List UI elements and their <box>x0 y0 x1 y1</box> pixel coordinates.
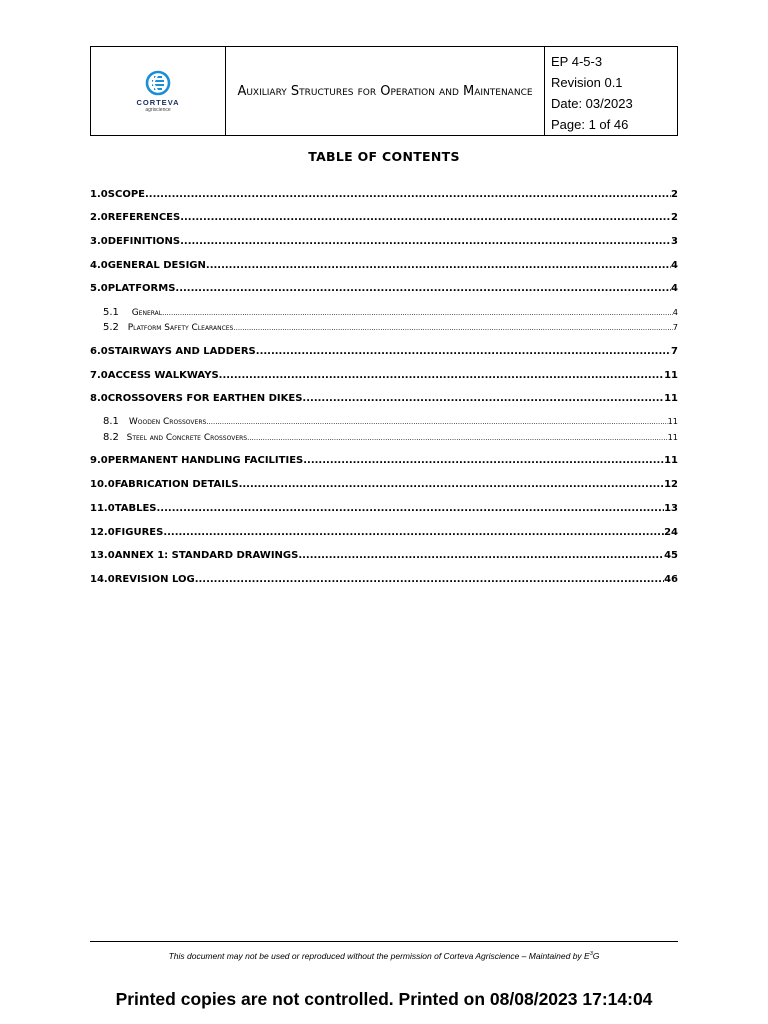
toc-entry-number: 11.0 <box>90 503 115 514</box>
toc-dot-leader <box>163 527 664 538</box>
toc-entry-label: FABRICATION DETAILS <box>114 479 239 490</box>
toc-entry-page: 11 <box>664 393 678 404</box>
toc-entry-number: 12.0 <box>90 527 115 538</box>
toc-entry[interactable] <box>90 479 678 493</box>
toc-entry-number: 13.0 <box>90 550 115 561</box>
toc-dot-leader <box>302 393 664 404</box>
toc-entry[interactable] <box>90 212 678 226</box>
toc-dot-leader <box>239 479 665 490</box>
toc-entry[interactable] <box>90 236 678 250</box>
toc-entry-label: TABLES <box>114 503 157 514</box>
toc-entry-label: SCOPE <box>107 189 145 200</box>
toc-entry-label: PLATFORMS <box>107 283 176 294</box>
toc-entry-page: 2 <box>671 189 678 200</box>
toc-entry-page: 11 <box>664 370 678 381</box>
toc-entry-number: 14.0 <box>90 574 115 585</box>
toc-entry[interactable] <box>90 283 678 297</box>
toc-entry-label: REFERENCES <box>107 212 181 223</box>
corteva-logo-icon <box>145 70 171 96</box>
toc-entry[interactable] <box>90 393 678 407</box>
toc-entry[interactable] <box>90 455 678 469</box>
toc-entry[interactable] <box>90 346 678 360</box>
footer-notice-text: This document may not be used or reproduced without the permission of Corteva Agriscience – Maintained by E <box>168 951 590 961</box>
toc-dot-leader <box>233 324 672 332</box>
toc-dot-leader <box>195 574 664 585</box>
toc-entry-number: 5.1 <box>103 307 119 318</box>
doc-page: Page: 1 of 46 <box>551 117 629 132</box>
toc-entry-page: 13 <box>664 503 678 514</box>
toc-dot-leader <box>145 189 671 200</box>
toc-entry-label: PERMANENT HANDLING FACILITIES <box>107 455 304 466</box>
toc-entry-page: 4 <box>672 307 678 317</box>
toc-entry[interactable] <box>90 503 678 517</box>
toc-entry-page: 3 <box>671 236 678 247</box>
document-header-table <box>90 46 678 136</box>
toc-entry-number: 8.2 <box>103 432 119 443</box>
toc-entry[interactable] <box>90 322 678 336</box>
toc-entry-page: 12 <box>664 479 678 490</box>
toc-entry-number: 9.0 <box>90 455 108 466</box>
logo-subtitle: agriscience <box>145 106 171 113</box>
toc-dot-leader <box>180 212 671 223</box>
toc-entry-label: ANNEX 1: STANDARD DRAWINGS <box>114 550 299 561</box>
toc-entry[interactable] <box>90 416 678 430</box>
toc-entry-number: 8.1 <box>103 416 119 427</box>
toc-entry-number: 7.0 <box>90 370 108 381</box>
toc-dot-leader <box>303 455 664 466</box>
toc-entry-page: 4 <box>671 283 678 294</box>
toc-entry-label: Wooden Crossovers <box>128 417 207 427</box>
toc-entry[interactable] <box>90 370 678 384</box>
toc-dot-leader <box>175 283 671 294</box>
toc-entry-page: 45 <box>664 550 678 561</box>
toc-entry[interactable] <box>90 432 678 446</box>
toc-entry-label: Platform Safety Clearances <box>127 323 234 333</box>
toc-entry[interactable] <box>90 307 678 321</box>
document-title-cell <box>226 47 545 135</box>
toc-entry-label: STAIRWAYS AND LADDERS <box>107 346 256 357</box>
toc-entry-page: 11 <box>667 416 678 426</box>
toc-entry-label: GENERAL DESIGN <box>107 260 206 271</box>
toc-dot-leader <box>247 434 667 442</box>
logo-wordmark: CORTEVA <box>136 97 180 107</box>
toc-entry-page: 24 <box>664 527 678 538</box>
toc-entry-page: 46 <box>664 574 678 585</box>
toc-entry-page: 11 <box>667 432 678 442</box>
toc-dot-leader <box>298 550 664 561</box>
toc-entry-number: 2.0 <box>90 212 108 223</box>
toc-dot-leader <box>219 370 664 381</box>
footer-divider <box>90 941 678 942</box>
toc-entry-label: REVISION LOG <box>114 574 195 585</box>
toc-entry-number: 3.0 <box>90 236 108 247</box>
toc-entry-label: General <box>131 308 163 318</box>
toc-entry-label: CROSSOVERS FOR EARTHEN DIKES <box>107 393 303 404</box>
toc-dot-leader <box>256 346 671 357</box>
toc-entry[interactable] <box>90 260 678 274</box>
footer-notice <box>0 951 768 961</box>
toc-dot-leader <box>162 309 673 317</box>
toc-entry[interactable] <box>90 550 678 564</box>
toc-entry-number: 6.0 <box>90 346 108 357</box>
toc-entry-page: 2 <box>671 212 678 223</box>
toc-entry-page: 11 <box>664 455 678 466</box>
toc-entry-label: ACCESS WALKWAYS <box>107 370 219 381</box>
toc-entry[interactable] <box>90 189 678 203</box>
toc-entry-number: 5.0 <box>90 283 108 294</box>
toc-entry-number: 1.0 <box>90 189 108 200</box>
toc-entry-page: 7 <box>672 322 678 332</box>
footer-notice-sup: 3 <box>589 951 593 958</box>
toc-heading: TABLE OF CONTENTS <box>308 149 460 164</box>
toc-dot-leader <box>206 260 671 271</box>
document-meta-cell <box>545 47 677 135</box>
toc-entry-label: DEFINITIONS <box>107 236 181 247</box>
toc-entry-label: FIGURES <box>114 527 164 538</box>
logo-cell <box>91 47 226 135</box>
toc-entry-page: 7 <box>671 346 678 357</box>
toc-dot-leader <box>157 503 665 514</box>
doc-date: Date: 03/2023 <box>551 96 633 111</box>
toc-entry-number: 8.0 <box>90 393 108 404</box>
toc-entry-number: 4.0 <box>90 260 108 271</box>
printed-notice: Printed copies are not controlled. Printed on 08/08/2023 17:14:04 <box>115 989 653 1009</box>
doc-id: EP 4-5-3 <box>551 54 603 69</box>
toc-entry[interactable] <box>90 574 678 588</box>
footer-notice-end: G <box>592 951 600 961</box>
toc-entry-number: 10.0 <box>90 479 115 490</box>
toc-entry-number: 5.2 <box>103 322 119 333</box>
doc-revision: Revision 0.1 <box>551 75 623 90</box>
document-title: Auxiliary Structures for Operation and Maintenance <box>237 83 533 99</box>
toc-dot-leader <box>180 236 671 247</box>
toc-dot-leader <box>206 418 667 426</box>
toc-entry-label: Steel and Concrete Crossovers <box>126 433 248 443</box>
toc-entry[interactable] <box>90 527 678 541</box>
toc-entry-page: 4 <box>671 260 678 271</box>
